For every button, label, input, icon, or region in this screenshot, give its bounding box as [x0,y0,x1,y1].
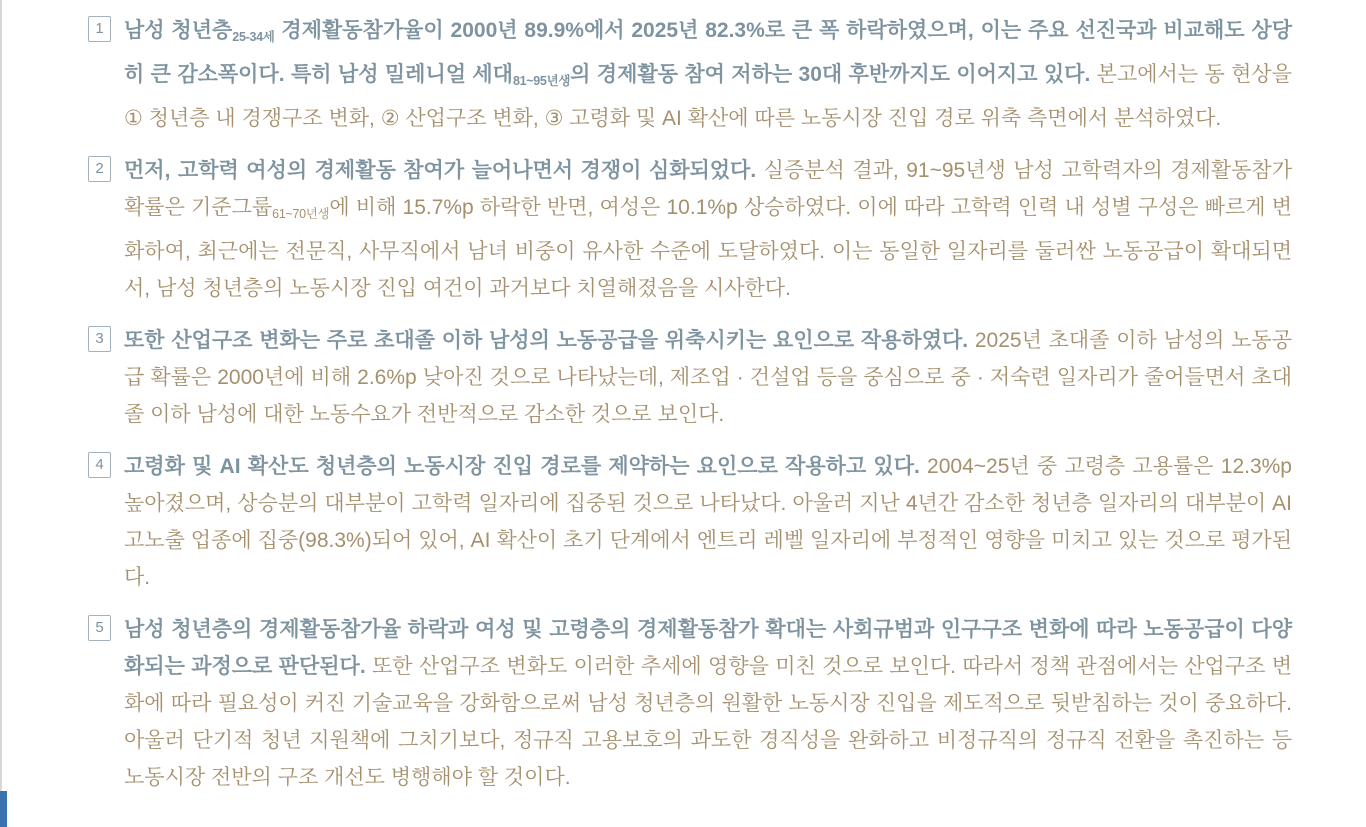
paragraph-4 [88,448,1292,596]
summary-paragraphs [88,12,1292,811]
paragraph-text [124,152,1292,307]
body-text: 실증분석 결과, 91~95년생 남성 고학력자의 경제활동참가 확률은 기준그룹 [124,159,1292,219]
paragraph-number-badge: 2 [88,156,111,182]
text-subscript: 81~95년생 [512,74,571,88]
body-text: 2025년 초대졸 이하 남성의 노동공급 확률은 2000년에 비해 2.6%p 낮아진 것으로 나타났는데, 제조업 · 건설업 등을 중심으로 중 · 저숙련 일자리가 줄어들면서 초대졸 이하 남성에 대한 노동수요가 전반적으로 감소한 것으로 보인다. [124,329,1292,426]
paragraph-3 [88,322,1292,433]
emphasis-text: 경제활동참가율이 2000년 89.9%에서 2025년 82.3%로 큰 폭 하락하였으며, 이는 주요 선진국과 비교해도 상당히 큰 감소폭이다. 특히 남성 밀레니얼 세대 [124,19,1293,86]
emphasis-text: 남성 청년층의 경제활동참가율 하락과 여성 및 고령층의 경제활동참가 확대는 사회규범과 인구구조 변화에 따라 노동공급이 다양화되는 과정으로 판단된다. [124,618,1292,678]
page-edge-line [0,0,2,812]
emphasis-text: 먼저, 고학력 여성의 경제활동 참여가 늘어나면서 경쟁이 심화되었다. [124,159,764,182]
emphasis-text: 또한 산업구조 변화는 주로 초대졸 이하 남성의 노동공급을 위축시키는 요인으로 작용하였다. [124,329,975,352]
body-text: 또한 산업구조 변화도 이러한 추세에 영향을 미친 것으로 보인다. 따라서 정책 관점에서는 산업구조 변화에 따라 필요성이 커진 기술교육을 강화함으로써 남성 청년층의 원활한 노동시장 진입을 제도적으로 뒷받침하는 것이 중요하다. 아울러 단기적 청년 지원책에 그치기보다, 정규직 고용보호의 과도한 경직성을 완화하고 비정규직의 정규직 전환을 촉진하는 등 노동시장 전반의 구조 개선도 병행해야 할 것이다. [124,655,1293,789]
paragraph-2 [88,152,1292,307]
paragraph-text [124,322,1292,433]
paragraph-number-badge: 3 [88,326,111,352]
paragraph-5 [88,611,1292,796]
paragraph-text [124,611,1292,796]
text-subscript: 25-34세 [232,30,275,44]
text-subscript: 61~70년생 [272,207,330,221]
emphasis-text: 고령화 및 AI 확산도 청년층의 노동시장 진입 경로를 제약하는 요인으로 작용하고 있다. [124,455,928,478]
paragraph-number-badge: 4 [88,452,111,478]
body-text: 에 비해 15.7%p 하락한 반면, 여성은 10.1%p 상승하였다. 이에 따라 고학력 인력 내 성별 구성은 빠르게 변화하여, 최근에는 전문직, 사무직에서 남녀 비중이 유사한 수준에 도달하였다. 이는 동일한 일자리를 둘러싼 노동공급이 확대되면서, 남성 청년층의 노동시장 진입 여건이 과거보다 치열해졌음을 시사한다. [124,196,1292,300]
paragraph-text [124,12,1292,137]
emphasis-text: 남성 청년층 [124,19,233,42]
accent-bar [0,791,7,827]
emphasis-text: 의 경제활동 참여 저하는 30대 후반까지도 이어지고 있다. [570,63,1097,86]
paragraph-1 [88,12,1292,137]
body-text: 본고에서는 동 현상을 ① 청년층 내 경쟁구조 변화, ② 산업구조 변화, ③ 고령화 및 AI 확산에 따른 노동시장 진입 경로 위축 측면에서 분석하였다. [124,63,1292,130]
body-text: 2004~25년 중 고령층 고용률은 12.3%p 높아졌으며, 상승분의 대부분이 고학력 일자리에 집중된 것으로 나타났다. 아울러 지난 4년간 감소한 청년층 일자리의 대부분이 AI 고노출 업종에 집중(98.3%)되어 있어, AI 확산이 초기 단계에서 엔트리 레벨 일자리에 부정적인 영향을 미치고 있는 것으로 평가된다. [124,455,1292,589]
paragraph-text [124,448,1292,596]
paragraph-number-badge: 1 [88,16,111,42]
paragraph-number-badge: 5 [88,615,111,641]
